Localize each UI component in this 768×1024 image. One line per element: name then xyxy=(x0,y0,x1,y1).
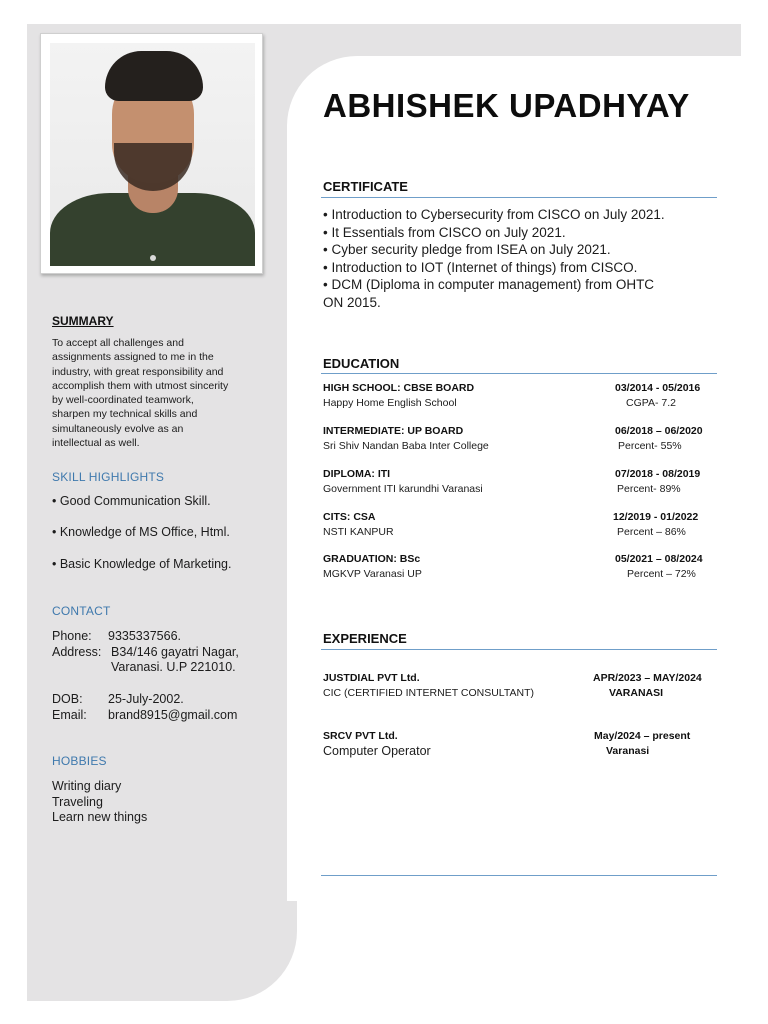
education-entry xyxy=(323,382,718,412)
summary-line: accomplish them with utmost sincerity xyxy=(52,379,229,392)
education-dates: 06/2018 – 06/2020 xyxy=(615,425,703,437)
skill-item: • Good Communication Skill. xyxy=(52,494,211,508)
skill-item: • Knowledge of MS Office, Html. xyxy=(52,525,230,539)
education-institution: Happy Home English School xyxy=(323,397,457,409)
experience-entry xyxy=(323,730,718,760)
portrait-beard xyxy=(114,143,192,191)
certificate-item: ON 2015. xyxy=(323,294,381,310)
experience-role: CIC (CERTIFIED INTERNET CONSULTANT) xyxy=(323,687,534,699)
skill-item: • Basic Knowledge of Marketing. xyxy=(52,557,232,571)
certificate-item: • It Essentials from CISCO on July 2021. xyxy=(323,224,566,240)
hobby-item: Learn new things xyxy=(52,810,148,824)
certificate-section xyxy=(323,179,718,194)
education-score: Percent- 89% xyxy=(617,483,681,495)
summary-line: assignments assigned to me in the xyxy=(52,351,214,364)
dob-label: DOB: xyxy=(52,692,83,706)
contact-section xyxy=(52,604,267,722)
certificate-divider xyxy=(321,197,717,198)
certificate-item: • DCM (Diploma in computer management) from OHTC xyxy=(323,277,655,292)
education-title: INTERMEDIATE: UP BOARD xyxy=(323,425,464,437)
experience-section xyxy=(323,631,718,646)
experience-role: Computer Operator xyxy=(323,744,431,758)
education-institution: Government ITI karundhi Varanasi xyxy=(323,483,483,495)
education-score: CGPA- 7.2 xyxy=(626,397,676,409)
resume-name-block xyxy=(323,87,718,125)
summary-line: sharpen my technical skills and xyxy=(52,408,198,421)
hobbies-section xyxy=(52,754,267,824)
education-entry xyxy=(323,468,718,498)
email-value: brand8915@gmail.com xyxy=(108,708,238,722)
education-dates: 05/2021 – 08/2024 xyxy=(615,553,703,565)
contact-heading: CONTACT xyxy=(52,604,111,618)
education-entry xyxy=(323,553,718,583)
certificate-item: • Cyber security pledge from ISEA on July 2021. xyxy=(323,242,611,257)
education-institution: Sri Shiv Nandan Baba Inter College xyxy=(323,440,489,452)
education-divider xyxy=(321,373,717,374)
email-label: Email: xyxy=(52,708,87,722)
education-institution: MGKVP Varanasi UP xyxy=(323,568,422,580)
phone-label: Phone: xyxy=(52,629,92,643)
certificate-item: • Introduction to IOT (Internet of things) from CISCO. xyxy=(323,259,638,275)
hobbies-heading: HOBBIES xyxy=(52,754,107,768)
certificate-list xyxy=(323,206,718,311)
summary-line: industry, with great responsibility and xyxy=(52,365,224,378)
summary-heading: SUMMARY xyxy=(52,314,114,328)
footer-divider xyxy=(321,875,717,876)
dob-value: 25-July-2002. xyxy=(108,692,184,706)
certificate-heading: CERTIFICATE xyxy=(323,179,408,194)
summary-text xyxy=(52,336,267,450)
education-title: CITS: CSA xyxy=(323,511,376,523)
education-entry xyxy=(323,425,718,455)
address-label: Address: xyxy=(52,645,102,659)
education-dates: 03/2014 - 05/2016 xyxy=(615,382,701,394)
address-line: Varanasi. U.P 221010. xyxy=(111,660,236,674)
education-title: HIGH SCHOOL: CBSE BOARD xyxy=(323,382,475,394)
education-institution: NSTI KANPUR xyxy=(323,526,394,538)
certificate-item: • Introduction to Cybersecurity from CISCO on July 2021. xyxy=(323,207,665,222)
address-line: B34/146 gayatri Nagar, xyxy=(111,645,239,659)
phone-value: 9335337566. xyxy=(108,629,181,643)
portrait-shirt-button xyxy=(150,255,156,261)
education-heading: EDUCATION xyxy=(323,356,400,371)
experience-entry xyxy=(323,672,718,702)
education-score: Percent – 86% xyxy=(617,526,686,538)
portrait-image xyxy=(50,43,255,266)
experience-location: Varanasi xyxy=(606,745,650,757)
summary-line: To accept all challenges and xyxy=(52,337,184,349)
portrait-hair xyxy=(105,51,203,101)
summary-line: by well-coordinated teamwork, xyxy=(52,394,194,407)
education-score: Percent – 72% xyxy=(627,568,696,580)
experience-company: JUSTDIAL PVT Ltd. xyxy=(323,672,420,684)
skills-section xyxy=(52,470,267,571)
education-title: DIPLOMA: ITI xyxy=(323,468,391,480)
candidate-name: ABHISHEK UPADHYAY xyxy=(323,87,690,124)
education-dates: 12/2019 - 01/2022 xyxy=(613,511,699,523)
experience-heading: EXPERIENCE xyxy=(323,631,407,646)
education-entry xyxy=(323,511,718,541)
experience-company: SRCV PVT Ltd. xyxy=(323,730,398,742)
experience-divider xyxy=(321,649,717,650)
education-title: GRADUATION: BSc xyxy=(323,553,421,565)
education-dates: 07/2018 - 08/2019 xyxy=(615,468,701,480)
summary-section xyxy=(52,314,267,450)
skills-heading: SKILL HIGHLIGHTS xyxy=(52,470,165,484)
education-score: Percent- 55% xyxy=(618,440,682,452)
education-section xyxy=(323,356,718,371)
experience-location: VARANASI xyxy=(609,687,664,699)
experience-dates: APR/2023 – MAY/2024 xyxy=(593,672,702,684)
hobby-item: Writing diary xyxy=(52,779,122,793)
profile-photo xyxy=(40,33,263,274)
summary-line: intellectual as well. xyxy=(52,437,140,450)
hobby-item: Traveling xyxy=(52,795,103,809)
summary-line: simultaneously evolve as an xyxy=(52,422,184,435)
experience-dates: May/2024 – present xyxy=(594,730,691,742)
